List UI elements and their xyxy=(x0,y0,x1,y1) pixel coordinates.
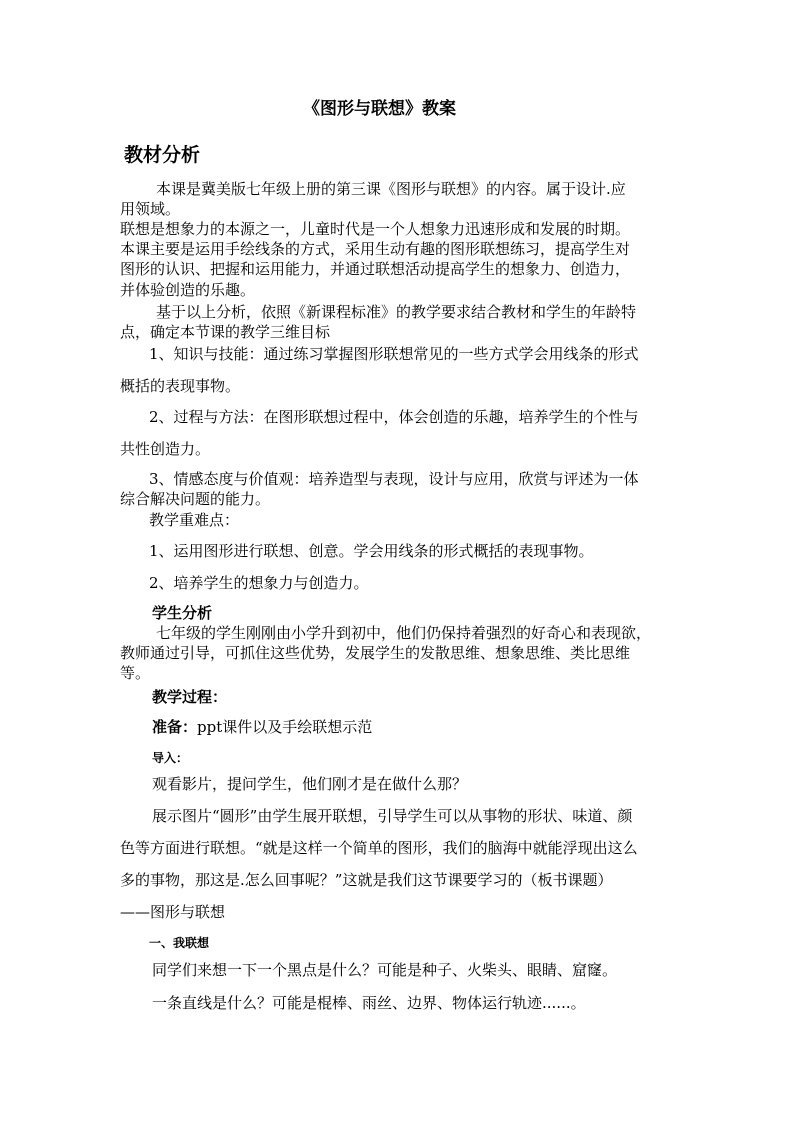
preparation-text: ppt课件以及手绘联想示范 xyxy=(197,718,373,736)
section-heading-textbook-analysis: 教材分析 xyxy=(124,144,201,166)
paragraph-line: 同学们来想一下一个黑点是什么？可能是种子、火柴头、眼睛、窟窿。 xyxy=(152,961,618,979)
intro-label: 导入： xyxy=(152,751,189,765)
key-point-item: 2、培养学生的想象力与创造力。 xyxy=(149,574,369,592)
goal-item: 1、知识与技能：通过练习掌握图形联想常见的一些方式学会用线条的形式 xyxy=(149,345,639,363)
paragraph-line: 本课主要是运用手绘线条的方式，采用生动有趣的图形联想练习，提高学生对 xyxy=(120,240,631,258)
goal-item-continued: 概括的表现事物。 xyxy=(120,377,241,395)
paragraph-line: 展示图片“圆形”由学生展开联想，引导学生可以从事物的形状、味道、颜 xyxy=(152,807,633,825)
goal-item-continued: 共性创造力。 xyxy=(120,440,211,458)
paragraph-line: 并体验创造的乐趣。 xyxy=(120,281,256,299)
paragraph-line: 一条直线是什么？可能是棍棒、雨丝、边界、物体运行轨迹......。 xyxy=(152,994,586,1012)
document-title: 《图形与联想》教案 xyxy=(303,99,456,119)
paragraph-line: 本课是冀美版七年级上册的第三课《图形与联想》的内容。属于设计.应 xyxy=(156,180,626,198)
paragraph-line: 基于以上分析，依照《新课程标准》的教学要求结合教材和学生的年龄特 xyxy=(156,303,637,321)
paragraph-line: 色等方面进行联想。“就是这样一个简单的图形，我们的脑海中就能浮现出这么 xyxy=(120,839,638,857)
paragraph-line: 点，确定本节课的教学三维目标 xyxy=(120,323,331,341)
key-point-item: 1、运用图形进行联想、创意。学会用线条的形式概括的表现事物。 xyxy=(149,542,594,560)
paragraph-line: 等。 xyxy=(120,664,151,682)
paragraph-line: 观看影片，提问学生，他们刚才是在做什么那？ xyxy=(152,775,468,793)
goal-item: 3、情感态度与价值观：培养造型与表现，设计与应用，欣赏与评述为一体 xyxy=(149,470,639,488)
paragraph-line: 七年级的学生刚刚由小学升到初中，他们仍保持着强烈的好奇心和表现欲， xyxy=(156,624,652,642)
preparation-label: 准备： xyxy=(152,718,198,736)
teaching-process-title: 教学过程： xyxy=(152,688,228,706)
paragraph-line: 联想是想象力的本源之一，儿童时代是一个人想象力迅速形成和发展的时期。 xyxy=(120,220,631,238)
goal-item: 2、过程与方法：在图形联想过程中，体会创造的乐趣，培养学生的个性与 xyxy=(149,408,639,426)
goal-item-continued: 综合解决问题的能力。 xyxy=(120,490,271,508)
student-analysis-title: 学生分析 xyxy=(152,604,213,622)
paragraph-line: 用领域。 xyxy=(120,200,181,218)
part1-title: 一、我联想 xyxy=(149,936,210,950)
paragraph-line: 图形的认识、把握和运用能力，并通过联想活动提高学生的想象力、创造力， xyxy=(120,260,631,278)
key-points-title: 教学重难点： xyxy=(149,511,240,529)
preparation-line xyxy=(152,718,372,736)
paragraph-line: ——图形与联想 xyxy=(120,903,226,921)
paragraph-line: 教师通过引导，可抓住这些优势，发展学生的发散思维、想象思维、类比思维 xyxy=(120,644,631,662)
paragraph-line: 多的事物，那这是.怎么回事呢？”这就是我们这节课要学习的（板书课题） xyxy=(120,871,613,889)
